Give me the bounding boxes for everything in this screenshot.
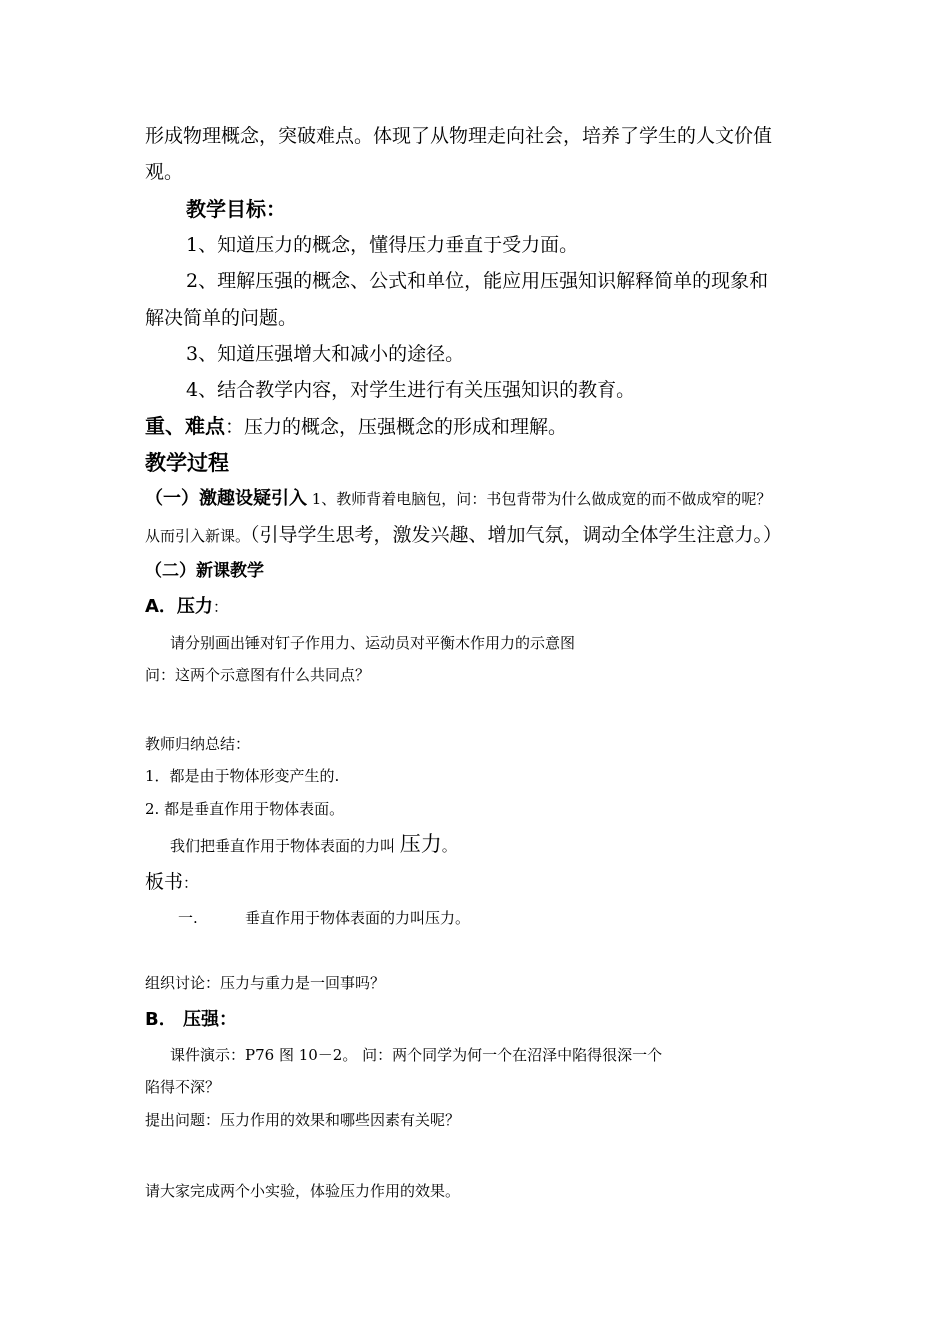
- part2-label: （二）新课教学: [145, 561, 264, 581]
- board-text: 垂直作用于物体表面的力叫压力。: [245, 909, 471, 927]
- discussion: 组织讨论：压力与重力是一回事吗？: [145, 974, 386, 992]
- section-a-colon: ：: [212, 598, 228, 616]
- goal-item-2-cont: 解决简单的问题。: [145, 307, 298, 329]
- section-b-title: B． 压强：: [145, 1009, 237, 1030]
- board-title: 板书: [145, 871, 184, 893]
- part1-cont-big: （引导学生思考，激发兴趣、增加气氛，调动全体学生注意力。）: [250, 524, 783, 546]
- keypoints-line: [145, 416, 567, 437]
- goal-item-2: 2、理解压强的概念、公式和单位，能应用压强知识解释简单的现象和: [186, 270, 769, 292]
- definition-post: 。: [441, 837, 457, 855]
- definition-term: 压力: [399, 832, 442, 856]
- part1-cont-line: [145, 526, 782, 545]
- section-b-demo: 课件演示：P76 图 10－2。 问：两个同学为何一个在沼泽中陷得很深一个: [170, 1046, 663, 1064]
- part1-cont-small: 从而引入新课。: [145, 527, 251, 545]
- summary-item-1: 1．都是由于物体形变产生的.: [145, 767, 340, 785]
- section-a-question: 问：这两个示意图有什么共同点？: [145, 666, 371, 684]
- part1-text: 1、教师背着电脑包，问：书包背带为什么做成宽的而不做成窄的呢？: [307, 490, 772, 508]
- goals-title: 教学目标：: [186, 197, 286, 221]
- section-b-experiment: 请大家完成两个小实验，体验压力作用的效果。: [145, 1182, 461, 1200]
- keypoints-text: ：压力的概念，压强概念的形成和理解。: [225, 416, 568, 438]
- board-heading: [145, 873, 198, 892]
- board-colon: ：: [183, 874, 199, 892]
- goal-item-4: 4、结合教学内容，对学生进行有关压强知识的教育。: [186, 379, 636, 401]
- part1-label: （一）激趣设疑引入: [145, 488, 307, 509]
- intro-line-2: 观。: [145, 161, 184, 183]
- section-b-question: 提出问题：压力作用的效果和哪些因素有关呢？: [145, 1111, 461, 1129]
- board-number: 一.: [178, 909, 198, 927]
- goal-item-3: 3、知道压强增大和减小的途径。: [186, 343, 465, 365]
- intro-line-1: 形成物理概念，突破难点。体现了从物理走向社会，培养了学生的人文价值: [145, 125, 773, 147]
- section-a-title: A．压力: [145, 596, 213, 617]
- summary-item-2: 2. 都是垂直作用于物体表面。: [145, 800, 345, 818]
- section-b-demo-cont: 陷得不深？: [145, 1078, 221, 1096]
- definition-pre: 我们把垂直作用于物体表面的力叫: [170, 837, 400, 855]
- definition-line: [170, 834, 457, 855]
- goal-item-1: 1、知道压力的概念，懂得压力垂直于受力面。: [186, 234, 579, 256]
- section-a-heading: [145, 598, 228, 616]
- summary-title: 教师归纳总结：: [145, 735, 251, 753]
- part1-line: [145, 490, 771, 508]
- keypoints-label: 重、难点: [145, 414, 225, 438]
- section-a-task: 请分别画出锤对钉子作用力、运动员对平衡木作用力的示意图: [170, 634, 576, 652]
- process-title: 教学过程: [145, 451, 229, 475]
